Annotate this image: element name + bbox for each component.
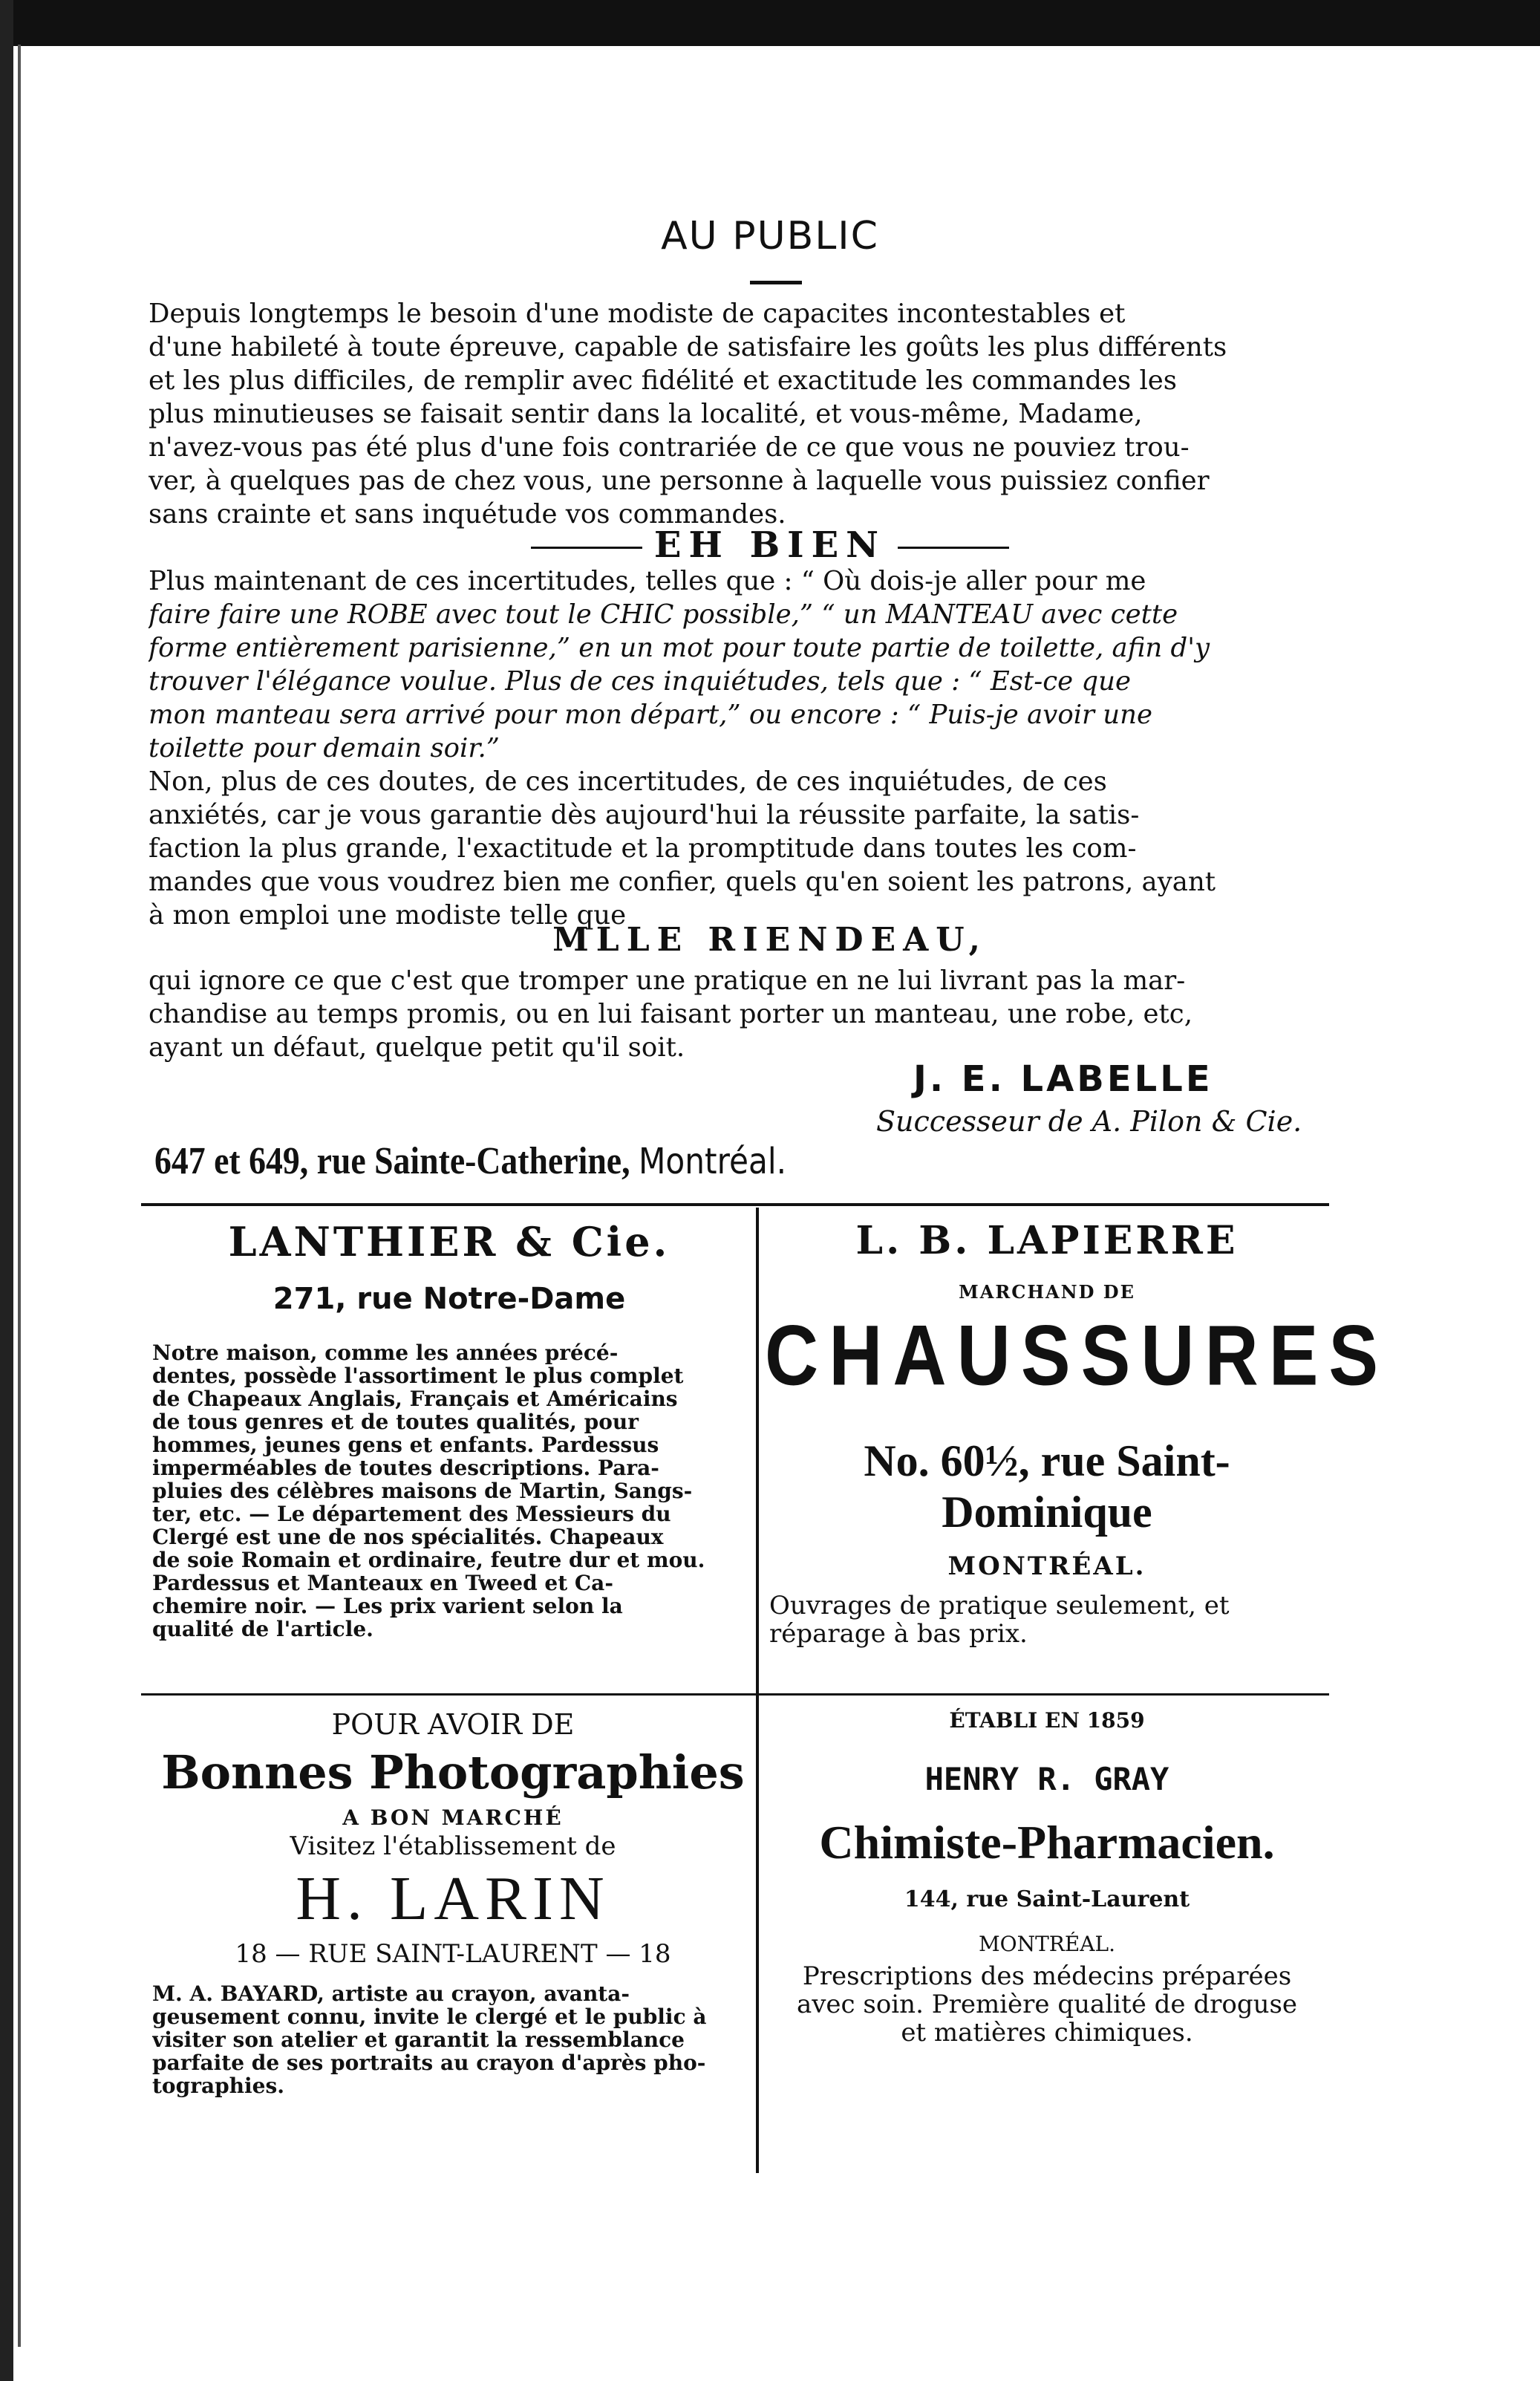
lapierre-city: MONTRÉAL. <box>947 1551 1146 1581</box>
divider-middle <box>141 1693 1329 1696</box>
lanthier-line: de soie Romain et ordinaire, feutre dur et mou. <box>152 1548 705 1571</box>
lanthier-line: imperméables de toutes descriptions. Para- <box>152 1456 659 1479</box>
lanthier-line: qualité de l'article. <box>152 1618 373 1641</box>
scan-left-edge-line <box>18 45 21 2347</box>
gray-line: Prescriptions des médecins préparées <box>802 1962 1292 1990</box>
lanthier-line: de tous genres et de toutes qualités, pour <box>152 1410 639 1433</box>
notice-line: n'avez-vous pas été plus d'une fois contrariée de ce que vous ne pouviez trou- <box>149 432 1190 463</box>
scan-top-border <box>0 0 1540 46</box>
lanthier-line: hommes, jeunes gens et enfants. Pardessus <box>152 1433 659 1456</box>
larin-name: H. LARIN <box>296 1864 610 1933</box>
divider-vertical-upper <box>756 1208 759 1698</box>
notice-line: faire faire une ROBE avec tout le CHIC possible,” “ un MANTEAU avec cette <box>149 599 1178 630</box>
gray-line: et matières chimiques. <box>901 2019 1193 2047</box>
notice-paragraph-1 <box>149 297 1322 531</box>
successor-line: Successeur de A. Pilon & Cie. <box>876 1105 1302 1138</box>
larin-line: visiter son atelier et garantit la ressemblance <box>152 2028 685 2051</box>
ad-lapierre <box>765 1218 1389 1648</box>
lanthier-address: 271, rue Notre-Dame <box>273 1282 626 1316</box>
larin-line: tographies. <box>152 2074 284 2097</box>
left-dash <box>531 547 642 549</box>
notice-line: trouver l'élégance voulue. Plus de ces inquiétudes, tels que : “ Est-ce que <box>149 666 1131 697</box>
notice-line: ver, à quelques pas de chez vous, une personne à laquelle vous puissiez confier <box>149 466 1210 496</box>
notice-line: mon manteau sera arrivé pour mon départ,” ou encore : “ Puis-je avoir une <box>149 700 1153 730</box>
ad-lanthier <box>152 1218 746 1641</box>
lanthier-line: ter, etc. — Le département des Messieurs du <box>152 1502 671 1525</box>
lanthier-title: LANTHIER & Cie. <box>228 1218 671 1266</box>
notice-paragraph-3 <box>149 765 1322 932</box>
gray-city: MONTRÉAL. <box>978 1932 1116 1956</box>
divider-vertical-lower <box>756 1698 759 2173</box>
lanthier-line: Notre maison, comme les années précé- <box>152 1341 619 1364</box>
right-dash <box>898 547 1009 549</box>
larin-line: geusement connu, invite le clergé et le public à <box>152 2005 707 2028</box>
larin-headline: Bonnes Photographies <box>161 1745 745 1799</box>
larin-address: 18 — RUE SAINT-LAURENT — 18 <box>235 1939 671 1969</box>
divider-top <box>141 1203 1329 1206</box>
notice-line: faction la plus grande, l'exactitude et la promptitude dans toutes les com- <box>149 833 1137 864</box>
ad-larin <box>152 1708 754 2097</box>
lapierre-headline: CHAUSSURES <box>765 1308 1389 1404</box>
lapierre-subtitle: MARCHAND DE <box>959 1281 1135 1303</box>
lapierre-address: No. 60½, rue Saint-Dominique <box>864 1436 1230 1537</box>
notice-line: Depuis longtemps le besoin d'une modiste de capacites incontestables et <box>149 299 1126 329</box>
notice-line: d'une habileté à toute épreuve, capable de satisfaire les goûts les plus différents <box>149 332 1227 362</box>
larin-line: M. A. BAYARD, artiste au crayon, avanta- <box>152 1982 630 2005</box>
notice-paragraph-2 <box>149 564 1322 765</box>
eh-bien-banner <box>0 524 1540 566</box>
gray-name: HENRY R. GRAY <box>924 1761 1169 1797</box>
notice-line: plus minutieuses se faisait sentir dans la localité, et vous-même, Madame, <box>149 399 1143 429</box>
address-street: 647 et 649, rue Sainte-Catherine, <box>154 1140 630 1182</box>
gray-established: ÉTABLI EN 1859 <box>949 1708 1145 1733</box>
notice-line: Non, plus de ces doutes, de ces incertitudes, de ces inquiétudes, de ces <box>149 766 1107 797</box>
eh-bien-text: EH BIEN <box>653 524 887 566</box>
heading-rule <box>750 281 802 284</box>
lapierre-line: réparage à bas prix. <box>769 1620 1028 1648</box>
lanthier-text <box>152 1341 746 1641</box>
notice-address <box>154 1139 786 1183</box>
lanthier-line: chemire noir. — Les prix varient selon la <box>152 1595 623 1618</box>
notice-paragraph-4 <box>149 964 1322 1064</box>
gray-headline: Chimiste-Pharmacien. <box>819 1816 1275 1869</box>
lanthier-line: Clergé est une de nos spécialités. Chapeaux <box>152 1525 664 1548</box>
lapierre-line: Ouvrages de pratique seulement, et <box>769 1592 1230 1620</box>
notice-line: toilette pour demain soir.” <box>149 733 500 763</box>
lanthier-line: dentes, possède l'assortiment le plus complet <box>152 1364 684 1387</box>
modiste-name: MLLE RIENDEAU, <box>552 921 988 959</box>
scan-left-border <box>0 0 13 2381</box>
notice-line: Plus maintenant de ces incertitudes, telles que : “ Où dois-je aller pour me <box>149 566 1146 596</box>
notice-line: qui ignore ce que c'est que tromper une pratique en ne lui livrant pas la mar- <box>149 965 1186 996</box>
notice-line: chandise au temps promis, ou en lui faisant porter un manteau, une robe, etc, <box>149 999 1192 1029</box>
address-city: Montréal. <box>638 1141 787 1182</box>
gray-line: avec soin. Première qualité de droguse <box>796 1990 1298 2019</box>
notice-line: et les plus difficiles, de remplir avec fidélité et exactitude les commandes les <box>149 365 1178 396</box>
larin-sub: A BON MARCHÉ <box>342 1805 564 1830</box>
gray-address: 144, rue Saint-Laurent <box>904 1886 1190 1912</box>
notice-line: anxiétés, car je vous garantie dès aujourd'hui la réussite parfaite, la satis- <box>149 800 1140 830</box>
larin-pre: POUR AVOIR DE <box>331 1708 575 1741</box>
lanthier-line: pluies des célèbres maisons de Martin, Sangs- <box>152 1479 693 1502</box>
gray-text <box>765 1962 1329 2047</box>
larin-line: parfaite de ses portraits au crayon d'après pho- <box>152 2051 706 2074</box>
notice-line: ayant un défaut, quelque petit qu'il soit. <box>149 1032 685 1063</box>
lapierre-text <box>765 1592 1329 1648</box>
notice-line: mandes que vous voudrez bien me confier, quels qu'en soient les patrons, ayant <box>149 867 1216 897</box>
larin-visit: Visitez l'établissement de <box>290 1831 616 1861</box>
lanthier-line: Pardessus et Manteaux en Tweed et Ca- <box>152 1571 613 1595</box>
ad-gray <box>765 1708 1329 2047</box>
notice-line: à mon emploi une modiste telle que <box>149 900 627 931</box>
signature: J. E. LABELLE <box>913 1058 1213 1100</box>
notice-line: sans crainte et sans inquétude vos commandes. <box>149 499 786 530</box>
larin-text <box>152 1982 754 2097</box>
notice-heading: AU PUBLIC <box>661 214 879 258</box>
notice-line: forme entièrement parisienne,” en un mot pour toute partie de toilette, afin d'y <box>149 633 1210 663</box>
lanthier-line: de Chapeaux Anglais, Français et Américains <box>152 1387 678 1410</box>
lapierre-title: L. B. LAPIERRE <box>855 1218 1239 1263</box>
